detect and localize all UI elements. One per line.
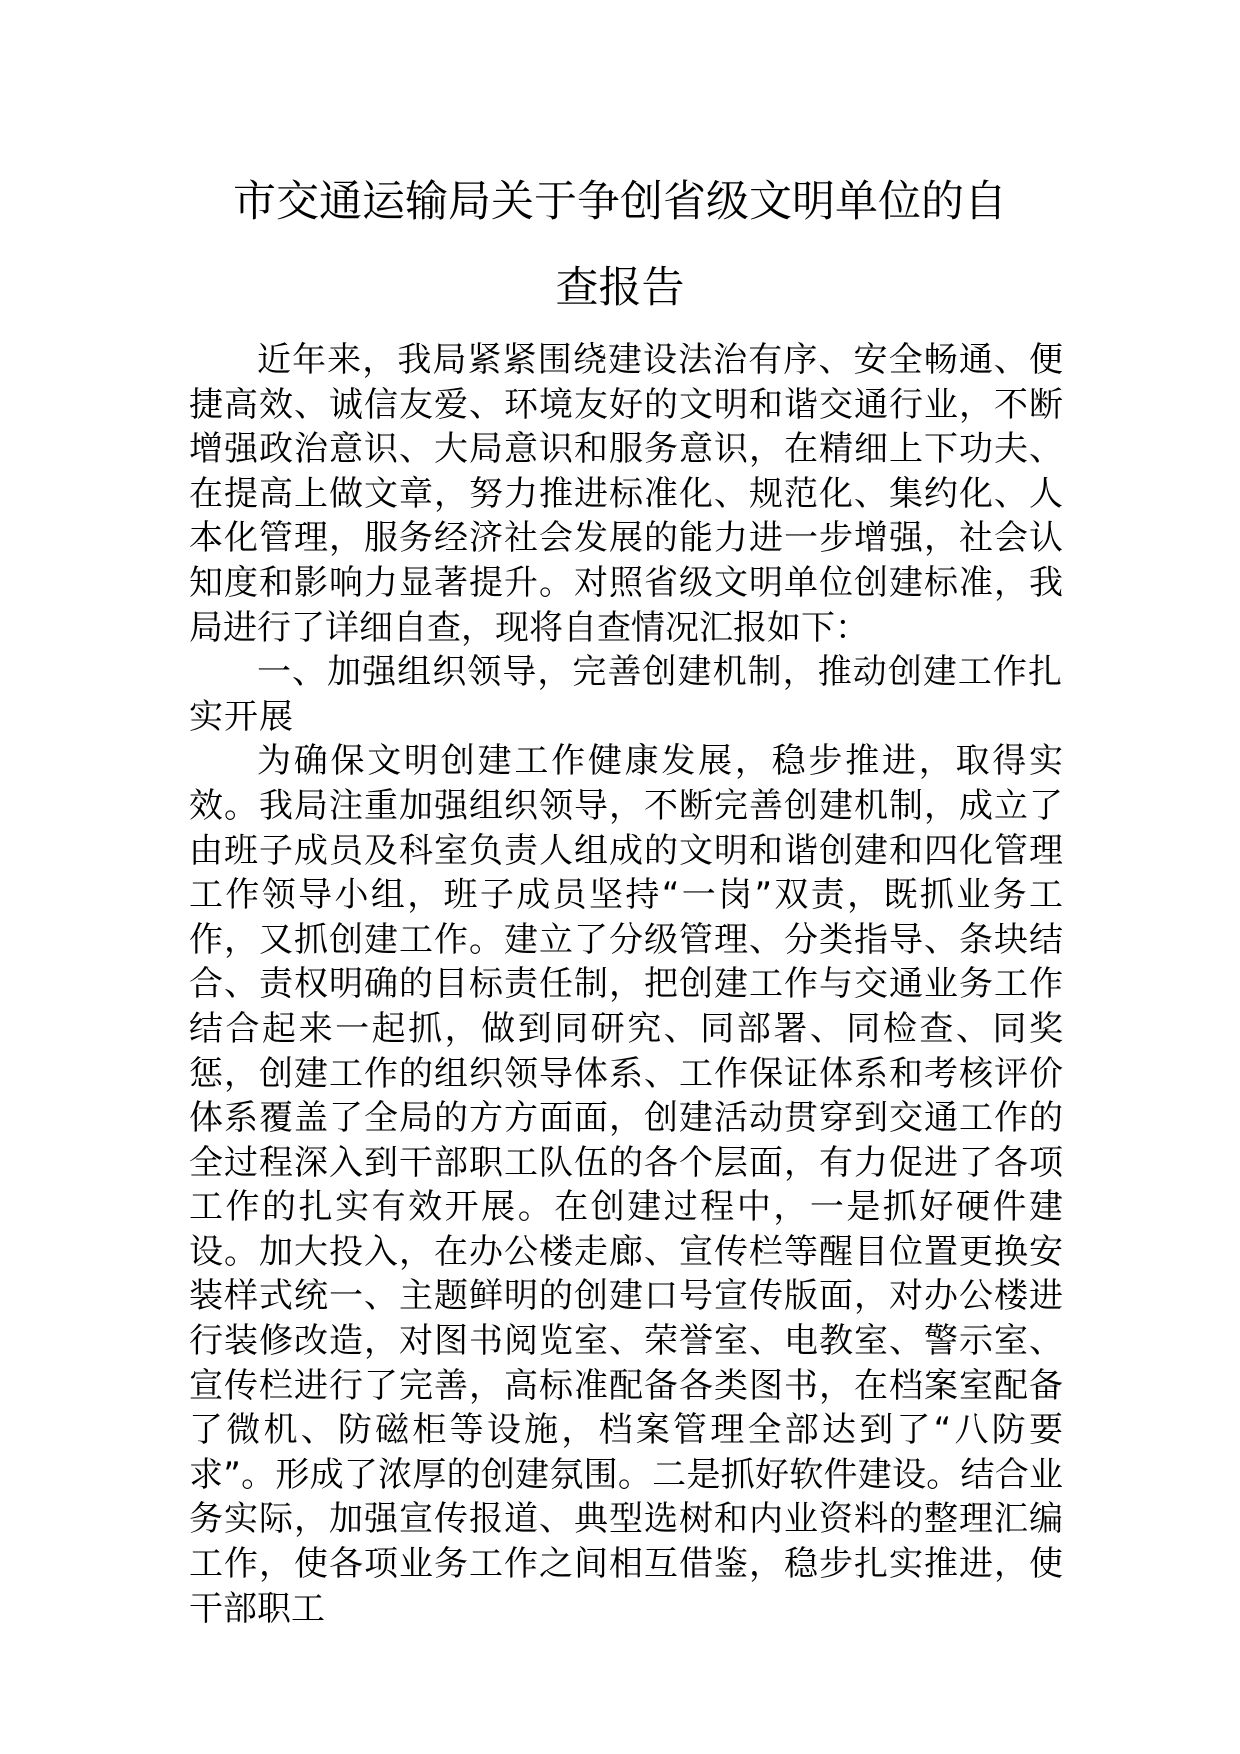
section-1-paragraph: 为确保文明创建工作健康发展，稳步推进，取得实效。我局注重加强组织领导，不断完善创建机制，成立了由班子成员及科室负责人组成的文明和谐创建和四化管理工作领导小组，班子成员坚持“一岗”双责，既抓业务工作，又抓创建工作。建立了分级管理、分类指导、条块结合、责权明确的目标责任制，把创建工作与交通业务工作结合起来一起抓，做到同研究、同部署、同检查、同奖惩，创建工作的组织领导体系、工作保证体系和考核评价体系覆盖了全局的方方面面，创建活动贯穿到交通工作的全过程深入到干部职工队伍的各个层面，有力促进了各项工作的扎实有效开展。在创建过程中，一是抓好硬件建设。加大投入，在办公楼走廊、宣传栏等醒目位置更换安装样式统一、主题鲜明的创建口号宣传版面，对办公楼进行装修改造，对图书阅览室、荣誉室、电教室、警示室、宣传栏进行了完善，高标准配备各类图书，在档案室配备了微机、防磁柜等设施，档案管理全部达到了“八防要求”。形成了浓厚的创建氛围。二是抓好软件建设。结合业务实际，加强宣传报道、典型选树和内业资料的整理汇编工作，使各项业务工作之间相互借鉴，稳步扎实推进，使干部职工 — [189, 741, 1063, 1629]
document-body — [189, 338, 1063, 1631]
document-title-line-2: 查报告 — [555, 263, 685, 313]
section-heading-1: 一、加强组织领导，完善创建机制，推动创建工作扎实开展 — [189, 652, 1063, 737]
document-title-line-1: 市交通运输局关于争创省级文明单位的自 — [233, 177, 1007, 227]
intro-paragraph: 近年来，我局紧紧围绕建设法治有序、安全畅通、便捷高效、诚信友爱、环境友好的文明和谐交通行业，不断增强政治意识、大局意识和服务意识，在精细上下功夫、在提高上做文章，努力推进标准化、规范化、集约化、人本化管理，服务经济社会发展的能力进一步增强，社会认知度和影响力显著提升。对照省级文明单位创建标准，我局进行了详细自查，现将自查情况汇报如下： — [189, 340, 1063, 648]
